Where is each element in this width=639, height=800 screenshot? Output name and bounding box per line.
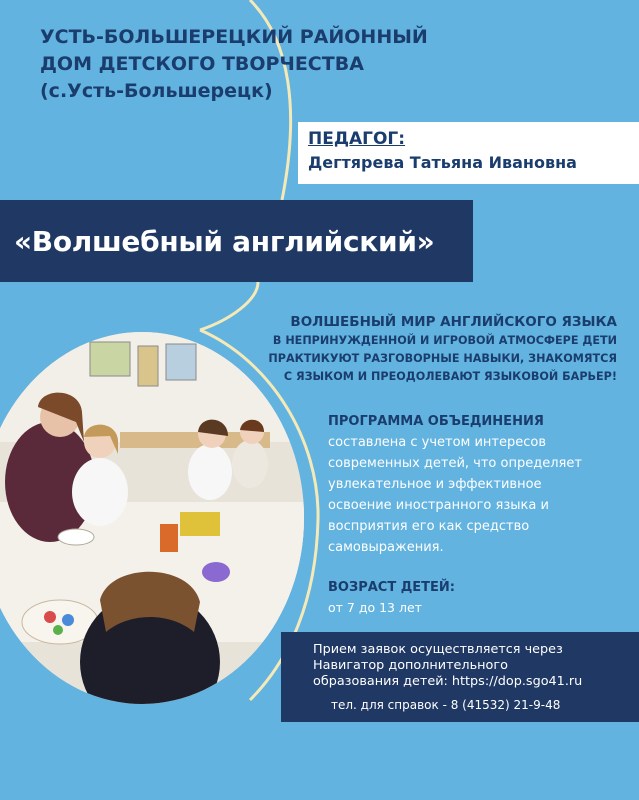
program-line-6: самовыражения. bbox=[328, 540, 444, 555]
teacher-name: Дегтярева Татьяна Ивановна bbox=[308, 153, 577, 172]
course-title: «Волшебный английский» bbox=[14, 224, 435, 258]
intro-line-1: В НЕПРИНУЖДЕННОЙ И ИГРОВОЙ АТМОСФЕРЕ ДЕТИ bbox=[272, 334, 617, 347]
program-line-2: современных детей, что определяет bbox=[328, 456, 582, 471]
enrollment-line-3: образования детей: https://dop.sgo41.ru bbox=[313, 674, 583, 689]
enrollment-line-2: Навигатор дополнительного bbox=[313, 658, 508, 673]
program-block bbox=[328, 412, 618, 558]
program-line-1: составлена с учетом интересов bbox=[328, 435, 547, 450]
program-heading: ПРОГРАММА ОБЪЕДИНЕНИЯ bbox=[328, 414, 544, 429]
age-block bbox=[328, 578, 455, 618]
teacher-box bbox=[298, 122, 639, 184]
teacher-label: ПЕДАГОГ: bbox=[308, 129, 406, 149]
enrollment-box bbox=[281, 632, 639, 722]
program-line-4: освоение иностранного языка и bbox=[328, 498, 549, 513]
enrollment-phone: тел. для справок - 8 (41532) 21-9-48 bbox=[331, 698, 561, 712]
enrollment-line-1: Прием заявок осуществляется через bbox=[313, 642, 563, 657]
organization-line-2: ДОМ ДЕТСКОГО ТВОРЧЕСТВА bbox=[40, 53, 364, 75]
age-heading: ВОЗРАСТ ДЕТЕЙ: bbox=[328, 580, 456, 595]
intro-line-2: ПРАКТИКУЮТ РАЗГОВОРНЫЕ НАВЫКИ, ЗНАКОМЯТСЯ bbox=[268, 352, 617, 365]
age-value: от 7 до 13 лет bbox=[328, 600, 422, 615]
course-title-bar bbox=[0, 200, 473, 282]
program-line-5: восприятия его как средство bbox=[328, 519, 530, 534]
organization-line-3: (с.Усть-Большерецк) bbox=[40, 80, 273, 102]
intro-heading: ВОЛШЕБНЫЙ МИР АНГЛИЙСКОГО ЯЗЫКА bbox=[290, 314, 617, 330]
program-line-3: увлекательное и эффективное bbox=[328, 477, 542, 492]
organization-line-1: УСТЬ-БОЛЬШЕРЕЦКИЙ РАЙОННЫЙ bbox=[40, 26, 428, 48]
intro-block bbox=[257, 312, 617, 386]
organization-name bbox=[40, 24, 440, 105]
intro-line-3: С ЯЗЫКОМ И ПРЕОДОЛЕВАЮТ ЯЗЫКОВОЙ БАРЬЕР! bbox=[283, 370, 617, 383]
